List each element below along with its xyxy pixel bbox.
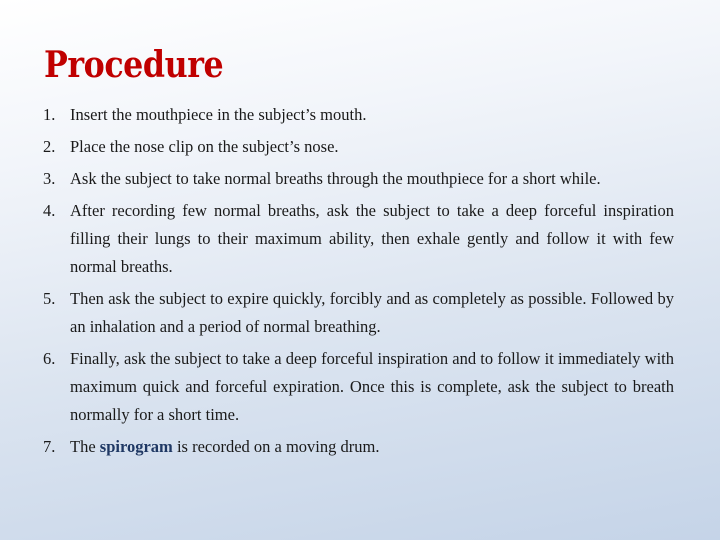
step-text-pre: The bbox=[70, 437, 96, 456]
step-text: Then ask the subject to expire quickly, forcibly and as completely as possible. Followed by an inhalation and a period of normal breathing. bbox=[70, 289, 674, 336]
step-text: Insert the mouthpiece in the subject’s mouth. bbox=[70, 105, 367, 124]
procedure-steps-list bbox=[0, 101, 720, 465]
step-number: 2. bbox=[43, 137, 56, 156]
page-title: Procedure bbox=[44, 44, 224, 86]
step-number: 5. bbox=[43, 289, 56, 308]
step-text-rich bbox=[70, 433, 674, 461]
step-number: 6. bbox=[43, 349, 56, 368]
step-text-post: is recorded on a moving drum. bbox=[176, 437, 380, 456]
spirogram-highlight: spirogram bbox=[99, 437, 173, 456]
step-text: Ask the subject to take normal breaths through the mouthpiece for a short while. bbox=[70, 169, 601, 188]
list-item-step-5 bbox=[0, 285, 720, 341]
step-number: 4. bbox=[43, 201, 56, 220]
list-item-step-2 bbox=[0, 133, 720, 161]
step-text: Finally, ask the subject to take a deep forceful inspiration and to follow it immediately with maximum quick and forceful expiration. Once this is complete, ask the subject to breath normally for a short time. bbox=[70, 349, 674, 424]
step-number: 7. bbox=[43, 437, 56, 456]
list-item-step-6 bbox=[0, 345, 720, 429]
step-text: Place the nose clip on the subject’s nose. bbox=[70, 137, 339, 156]
list-item-step-1 bbox=[0, 101, 720, 129]
list-item-step-3 bbox=[0, 165, 720, 193]
step-number: 3. bbox=[43, 169, 56, 188]
step-text: After recording few normal breaths, ask the subject to take a deep forceful inspiration filling their lungs to their maximum ability, then exhale gently and follow it with few normal breaths. bbox=[70, 201, 674, 276]
list-item-step-4 bbox=[0, 197, 720, 281]
step-number: 1. bbox=[43, 105, 56, 124]
list-item-step-7 bbox=[0, 433, 720, 461]
